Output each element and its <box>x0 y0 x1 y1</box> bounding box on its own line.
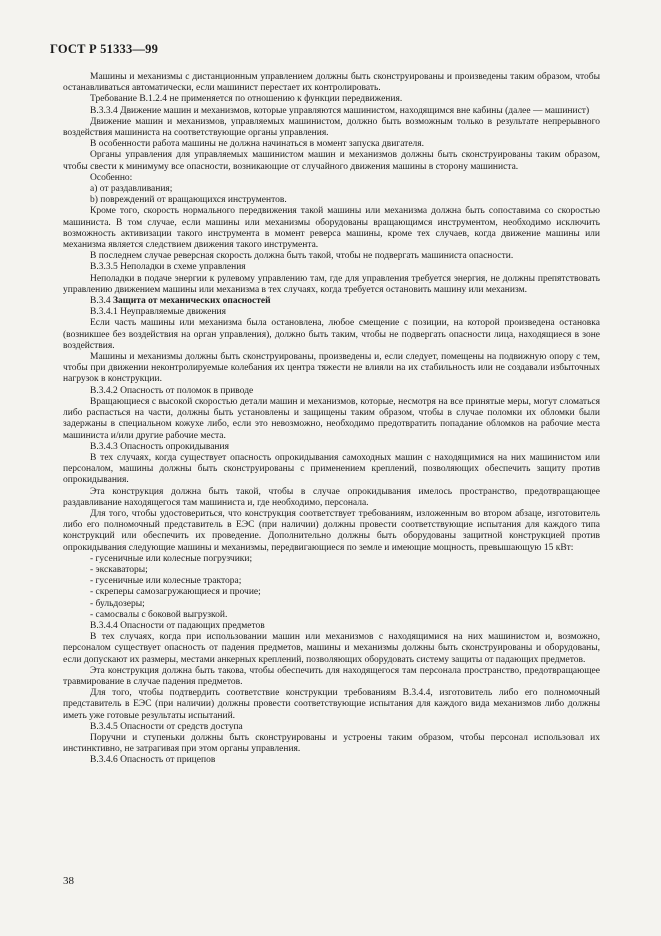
list-item: - гусеничные или колесные погрузчики; <box>90 553 253 564</box>
paragraph: Если часть машины или механизма была остановлена, любое смещение с позиции, на которой произведена остановка (возникшее без воздействия на орган управления), должно быть таким, чтобы не подвергать опасности лица, находящиеся в зоне воздействия. <box>63 318 600 351</box>
list-item: - бульдозеры; <box>90 598 145 609</box>
section-heading: В.3.3.5 Неполадки в схеме управления <box>90 262 246 273</box>
section-heading: В.3.4.6 Опасность от прицепов <box>90 755 216 766</box>
section-heading: В.3.4.4 Опасности от падающих предметов <box>90 620 265 631</box>
section-heading: В.3.4.2 Опасность от поломок в приводе <box>90 385 254 396</box>
document-body <box>63 72 600 767</box>
paragraph: Движение машин и механизмов, управляемых машинистом, должно быть возможным только в результате непрерывного воздействия машиниста на соответствующие органы управления. <box>63 116 600 139</box>
list-item: - гусеничные или колесные трактора; <box>90 576 242 587</box>
paragraph: В тех случаях, когда существует опасность опрокидывания самоходных машин с находящимися на них машинистом или персоналом, машины должны быть сконструированы с применением креплений, позволяющих обеспечить защиту против опрокидывания. <box>63 452 600 486</box>
paragraph: Машины и механизмы должны быть сконструированы, произведены и, если следует, помещены на подвижную опору с тем, чтобы при движении неконтролируемые колебания их центра тяжести не влияли на их стабильность или не создавали избыточных нагрузок в конструкции. <box>63 352 600 385</box>
list-item: а) от раздавливания; <box>90 184 173 195</box>
list-item: b) повреждений от вращающихся инструментов. <box>90 195 287 206</box>
section-heading: В.3.4.5 Опасности от средств доступа <box>90 721 243 732</box>
paragraph: В особенности работа машины не должна начинаться в момент запуска двигателя. <box>90 139 425 150</box>
section-heading: В.3.4.1 Неуправляемые движения <box>90 307 226 318</box>
paragraph: Для того, чтобы подтвердить соответствие конструкции требованиям В.3.4.4, изготовитель либо его полномочный представитель в ЕЭС (при наличии) должны провести соответствующие испытания для каждого вида механизмов либо должны иметь уже готовые результаты испытаний. <box>63 688 600 721</box>
section-heading: В.3.4.3 Опасность опрокидывания <box>90 441 229 452</box>
paragraph: Вращающиеся с высокой скоростью детали машин и механизмов, которые, несмотря на все принятые меры, могут сломаться либо распасться на части, должны быть установлены и защищены таким образом, чтобы в случае поломки их обломки были задержаны в специальном кожухе либо, если это невозможно, необходимо предотвратить попадание обломков на рабочие места машиниста и/или другие рабочие места. <box>63 396 600 441</box>
heading-title: Защита от механических опасностей <box>112 296 271 307</box>
paragraph: Неполадки в подаче энергии к рулевому управлению там, где для управления требуется энергия, не должны препятствовать управлению движением машины или механизма в тех случаях, когда требуется остановить машину или механизм. <box>63 273 600 295</box>
paragraph: Эта конструкция должна быть такой, чтобы в случае опрокидывания имелось пространство, предотвращающее раздавливание находящегося там машиниста и, где необходимо, персонала. <box>63 486 600 508</box>
page-number: 38 <box>63 875 74 887</box>
list-item: - скреперы самозагружающиеся и прочие; <box>90 587 261 598</box>
paragraph: В тех случаях, когда при использовании машин или механизмов с находящимися на них машинистом и, возможно, персоналом существует опасность от падения предметов, машины и механизмы должны быть сконструированы и оборудованы, если допускают их размеры, местами анкерных креплений, позволяющих оборудовать систему защиты от падающих предметов. <box>63 632 600 665</box>
paragraph: Требование В.1.2.4 не применяется по отношению к функции передвижения. <box>90 94 403 105</box>
paragraph: Машины и механизмы с дистанционным управлением должны быть сконструированы и произведены таким образом, чтобы останавливаться автоматически, если машинист перестает их контролировать. <box>63 72 600 94</box>
paragraph: Органы управления для управляемых машинистом машин и механизмов должны быть сконструированы таким образом, чтобы свести к минимуму все опасности, возникающие от случайного движения машины в сторону машиниста. <box>63 150 600 172</box>
section-heading: В.3.3.4 Движение машин и механизмов, которые управляются машинистом, находящимся вне кабины (далее — машинист) <box>90 105 590 116</box>
paragraph: Кроме того, скорость нормального передвижения такой машины или механизма должна быть сопоставима со скоростью машиниста. В том случае, если машины или механизмы оборудованы вращающимся инструментом, необходимо исключить возможность активизации такого инструмента в момент реверса машины, кроме тех случаев, когда движение машины или механизма является следствием движения такого инструмента. <box>63 206 600 251</box>
list-item: - экскаваторы; <box>90 564 148 575</box>
paragraph: Эта конструкция должна быть такова, чтобы обеспечить для находящегося там персонала пространство, предотвращающее травмирование в случае падения предметов. <box>63 665 600 687</box>
page-header-title: ГОСТ Р 51333—99 <box>50 42 159 56</box>
paragraph: В последнем случае реверсная скорость должна быть такой, чтобы не подвергать машиниста опасности. <box>90 251 514 262</box>
paragraph: Для того, чтобы удостовериться, что конструкция соответствует требованиям, изложенным во втором абзаце, изготовитель либо его полномочный представитель в ЕЭС (при наличии) должны провести соответствующие испытания для каждого типа конструкций или обеспечить их проведение. Дополнительно должны быть оборудованы защитной конструкцией против опрокидывания следующие машины и механизмы, передвигающиеся по земле и имеющие мощность, превышающую 15 кВт: <box>63 508 600 553</box>
heading-number: В.3.4 <box>90 296 113 307</box>
section-heading-bold <box>63 296 600 307</box>
paragraph: Особенно: <box>90 172 133 183</box>
paragraph: Поручни и ступеньки должны быть сконструированы и устроены таким образом, чтобы персонал использовал их инстинктивно, не затрагивая при этом органы управления. <box>63 732 600 755</box>
list-item: - самосвалы с боковой выгрузкой. <box>90 609 228 620</box>
